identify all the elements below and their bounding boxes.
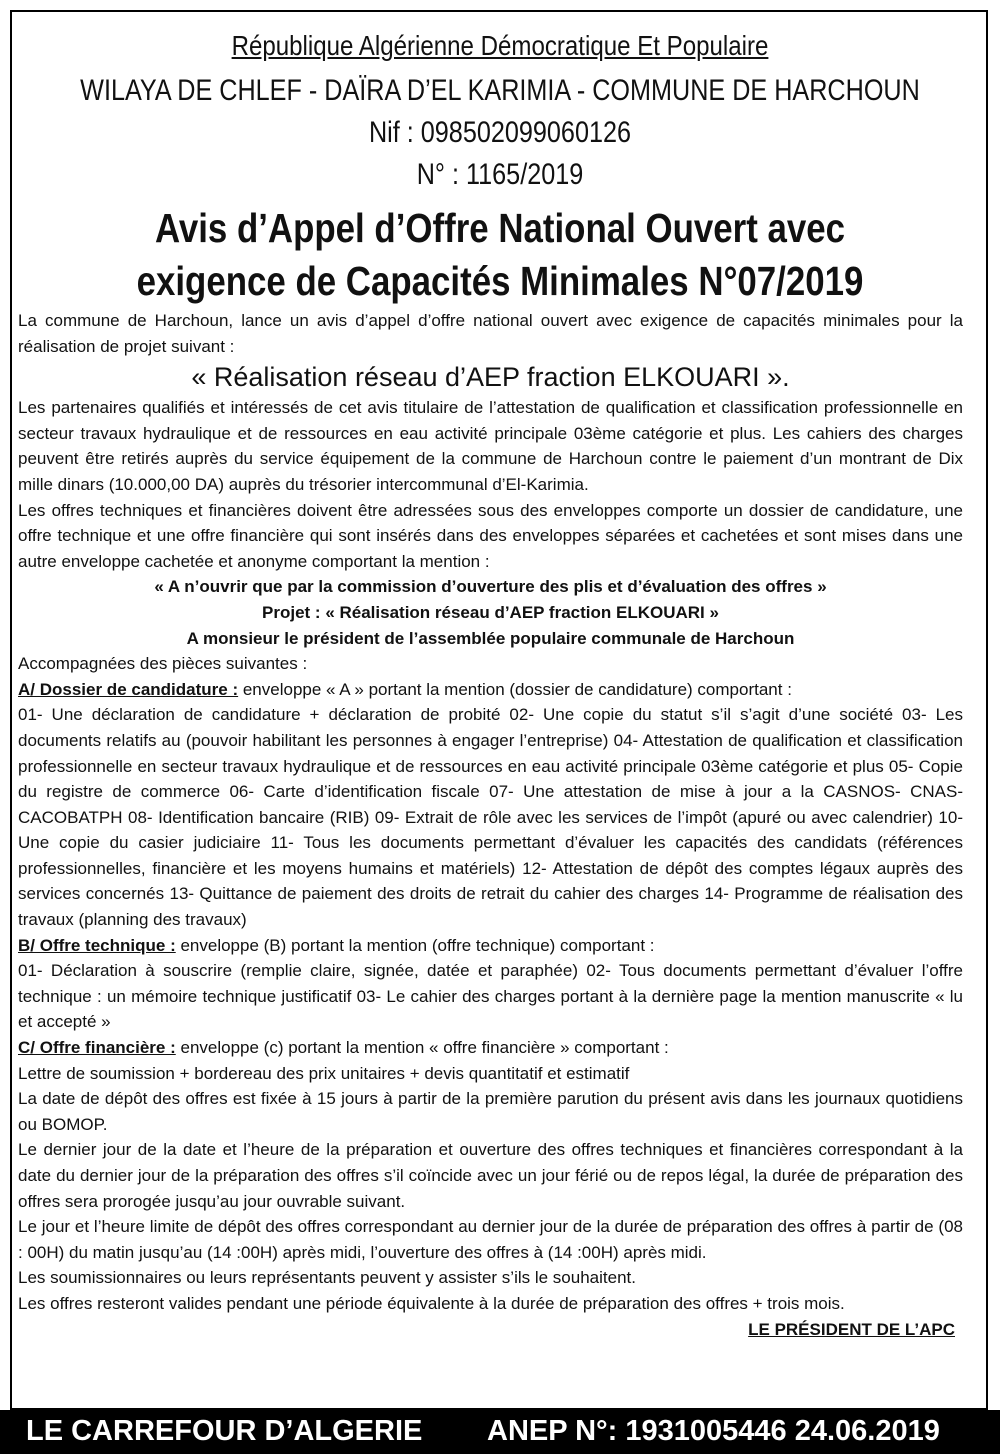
notice-title-line2: exigence de Capacités Minimales N°07/2019 <box>136 258 864 304</box>
section-b-text: enveloppe (B) portant la mention (offre technique) comportant : <box>175 935 655 955</box>
footer-anep: ANEP N°: 1931005446 24.06.2019 <box>487 1415 940 1447</box>
section-c-list: Lettre de soumission + bordereau des prix unitaires + devis quantitatif et estimatif <box>18 1063 630 1083</box>
section-c-label: C/ Offre financière : <box>18 1038 176 1058</box>
mention-project: Projet : « Réalisation réseau d’AEP fraction ELKOUARI » <box>262 602 719 622</box>
header-republic: République Algérienne Démocratique Et Populaire <box>231 30 769 61</box>
mention-commission: « A n’ouvrir que par la commission d’ouverture des plis et d’évaluation des offres » <box>154 577 827 597</box>
section-b-heading <box>18 933 963 959</box>
holiday-paragraph: Le dernier jour de la date et l’heure de la préparation et ouverture des offres techniques et financières correspondant à la date du dernier jour de la préparation des offres s’il coïncide avec un jour férié ou de repos légal, la durée de préparation des offres sera prorogée jusqu’au jour ouvrable suivant. <box>18 1140 963 1211</box>
section-c-text: enveloppe (c) portant la mention « offre financière » comportant : <box>175 1038 669 1058</box>
section-b-list: 01- Déclaration à souscrire (remplie claire, signée, datée et paraphée) 02- Tous documents permettant d’évaluer l’offre technique : un mémoire technique justificatif 03- Le cahier des charges portant à la dernière page la mention manuscrite « lu et accepté » <box>18 961 963 1032</box>
deposit-date-paragraph: La date de dépôt des offres est fixée à 15 jours à partir de la première parution du présent avis dans les journaux quotidiens ou BOMOP. <box>18 1089 963 1134</box>
validity-paragraph: Les offres resteront valides pendant une période équivalente à la durée de préparation des offres + trois mois. <box>18 1293 845 1313</box>
deadline-paragraph: Le jour et l’heure limite de dépôt des offres correspondant au dernier jour de la durée de préparation des offres à partir de (08 : 00H) du matin jusqu’au (14 :00H) après midi, l’ouverture des offres à (14 :00H) après midi. <box>18 1217 963 1262</box>
section-b-label: B/ Offre technique : <box>18 935 176 955</box>
footer-bar <box>0 1410 1000 1454</box>
envelopes-paragraph: Les offres techniques et financières doivent être adressées sous des enveloppes comporte un dossier de candidature, une offre technique et une offre financière qui sont insérés dans des enveloppes séparées et cachetées et sont mises dans une autre enveloppe cachetée et anonyme comportant la mention : <box>18 500 963 571</box>
footer-newspaper: LE CARREFOUR D’ALGERIE <box>26 1415 423 1447</box>
notice-body <box>18 308 963 1342</box>
section-a-text: enveloppe « A » portant la mention (dossier de candidature) comportant : <box>238 679 792 699</box>
qualification-paragraph: Les partenaires qualifiés et intéressés de cet avis titulaire de l’attestation de qualification et classification professionnelle en secteur travaux hydraulique et de ressources en eau activité principale 03ème catégorie et plus. Les cahiers des charges peuvent être retirés auprès du service équipement de la commune de Harchoun contre le paiement d’un montrant de Dix mille dinars (10.000,00 DA) auprès du trésorier intercommunal d’El-Karimia. <box>18 398 963 494</box>
project-title: « Réalisation réseau d’AEP fraction ELKOUARI ». <box>191 362 790 393</box>
intro-paragraph: La commune de Harchoun, lance un avis d’appel d’offre national ouvert avec exigence de capacités minimales pour la réalisation de projet suivant : <box>18 311 963 356</box>
mention-president: A monsieur le président de l’assemblée populaire communale de Harchoun <box>186 628 795 648</box>
header-wilaya: WILAYA DE CHLEF - DAÏRA D’EL KARIMIA - COMMUNE DE HARCHOUN <box>80 74 920 107</box>
notice-title-line1: Avis d’Appel d’Offre National Ouvert avec <box>154 205 846 251</box>
signature: LE PRÉSIDENT DE L’APC <box>748 1319 955 1339</box>
header-nif: Nif : 098502099060126 <box>368 116 632 149</box>
attendance-paragraph: Les soumissionnaires ou leurs représentants peuvent y assister s’ils le souhaitent. <box>18 1268 636 1288</box>
section-c-heading <box>18 1035 963 1061</box>
section-a-list: 01- Une déclaration de candidature + déclaration de probité 02- Une copie du statut s’il s’agit d’une société 03- Les documents relatifs au (pouvoir habilitant les personnes à engager l’entreprise) 04- Attestation de qualification et classification professionnelle en secteur travaux hydraulique et de ressources en eau activité principale 03ème catégorie et plus 05- Copie du registre de commerce 06- Carte d’identification fiscale 07- Une attestation de mise à jour a la CASNOS- CNAS- CACOBATPH 08- Identification bancaire (RIB) 09- Extrait de rôle avec les services de l’impôt (apuré ou avec calendrier) 10- Une copie du casier judiciaire 11- Tous les documents permettant d’évaluer les capacités des candidats (références professionnelles, financière et les moyens humains et matériels) 12- Attestation de dépôt des comptes légaux auprès des services concernés 13- Quittance de paiement des droits de retrait du cahier des charges 14- Programme de réalisation des travaux (planning des travaux) <box>18 705 963 930</box>
header-numero: N° : 1165/2019 <box>416 158 584 191</box>
pieces-intro: Accompagnées des pièces suivantes : <box>18 654 308 674</box>
section-a-label: A/ Dossier de candidature : <box>18 679 239 699</box>
section-a-heading <box>18 677 963 703</box>
